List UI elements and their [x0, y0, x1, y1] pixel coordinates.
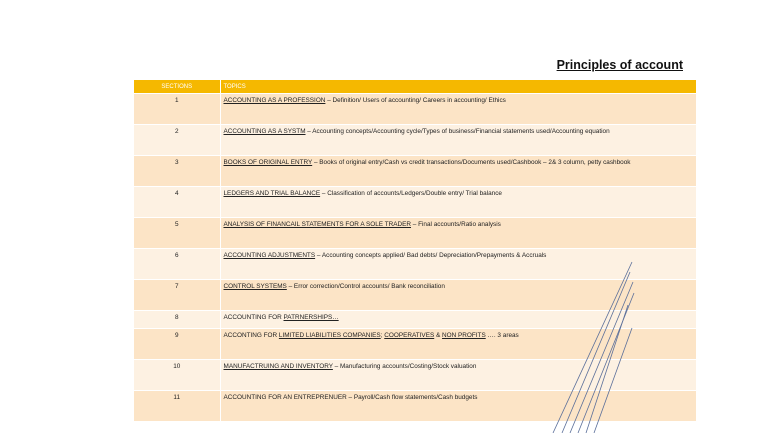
section-number: 8 — [134, 311, 220, 329]
table-row — [134, 187, 696, 218]
table-row — [134, 125, 696, 156]
section-topics — [220, 280, 696, 311]
topic-text: ACCOUNTING FOR AN ENTREPRENUER — [223, 394, 347, 401]
section-topics — [220, 218, 696, 249]
topic-text: – Classification of accounts/Ledgers/Double entry/ Trial balance — [320, 190, 502, 197]
topic-text: – Definition/ Users of accounting/ Careers in accounting/ Ethics — [325, 97, 506, 104]
topic-text: – Payroll/Cash flow statements/Cash budgets — [346, 394, 478, 401]
topic-heading: ACCOUNTING ADJUSTMENTS — [223, 252, 316, 259]
section-number: 11 — [134, 391, 220, 422]
table-row — [134, 360, 696, 391]
section-topics — [220, 249, 696, 280]
topic-text: – Accounting concepts applied/ Bad debts/ Depreciation/Prepayments & Accruals — [315, 252, 547, 259]
table-row — [134, 94, 696, 125]
page-title: Principles of account — [556, 58, 683, 72]
table-row — [134, 249, 696, 280]
section-topics — [220, 391, 696, 422]
section-topics — [220, 311, 696, 329]
column-header-topics: TOPICS — [220, 80, 696, 94]
column-header-sections: SECTIONS — [134, 80, 220, 94]
topic-heading: LIMITED LIABILITIES COMPANIES — [278, 332, 381, 339]
topic-text: ACCONTING FOR — [223, 332, 279, 339]
table-row — [134, 391, 696, 422]
topic-heading: MANUFACTRUING AND INVENTORY — [223, 363, 333, 370]
topic-heading: BOOKS OF ORIGINAL ENTRY — [223, 159, 313, 166]
topic-text: ACCOUNTING FOR — [223, 314, 284, 321]
topics-table — [134, 80, 697, 421]
topic-text: – Accounting concepts/Accounting cycle/Types of business/Financial statements used/Accounting equation — [305, 128, 610, 135]
section-topics — [220, 94, 696, 125]
table-row — [134, 329, 696, 360]
section-number: 10 — [134, 360, 220, 391]
topic-text: – Error correction/Control accounts/ Bank reconciliation — [286, 283, 445, 290]
table-row — [134, 280, 696, 311]
section-number: 6 — [134, 249, 220, 280]
section-number: 7 — [134, 280, 220, 311]
section-topics — [220, 156, 696, 187]
section-number: 3 — [134, 156, 220, 187]
section-topics — [220, 329, 696, 360]
table-row — [134, 311, 696, 329]
topic-text: …. 3 areas — [485, 332, 519, 339]
topic-heading: COOPERATIVES — [384, 332, 435, 339]
section-number: 9 — [134, 329, 220, 360]
topic-heading: PATRNERSHIPS… — [283, 314, 339, 321]
section-number: 2 — [134, 125, 220, 156]
topic-text: – Books of original entry/Cash vs credit transactions/Documents used/Cashbook – 2& 3 column, petty cashbook — [312, 159, 631, 166]
section-topics — [220, 187, 696, 218]
topic-heading: NON PROFITS — [442, 332, 486, 339]
section-number: 4 — [134, 187, 220, 218]
table-row — [134, 218, 696, 249]
topic-text: – Manufacturing accounts/Costing/Stock valuation — [332, 363, 477, 370]
topic-text: – Final accounts/Ratio analysis — [411, 221, 501, 228]
table-header-row — [134, 80, 696, 94]
topic-heading: ACCOUNTING AS A SYSTM — [223, 128, 306, 135]
section-topics — [220, 125, 696, 156]
table-row — [134, 156, 696, 187]
section-number: 5 — [134, 218, 220, 249]
topic-heading: CONTROL SYSTEMS — [223, 283, 287, 290]
section-number: 1 — [134, 94, 220, 125]
topic-heading: LEDGERS AND TRIAL BALANCE — [223, 190, 321, 197]
topic-heading: ACCOUNTING AS A PROFESSION — [223, 97, 326, 104]
topic-text: & — [434, 332, 443, 339]
topic-text: ; — [380, 332, 385, 339]
section-topics — [220, 360, 696, 391]
topic-heading: ANALYSIS OF FINANCAIL STATEMENTS FOR A SOLE TRADER — [223, 221, 411, 228]
